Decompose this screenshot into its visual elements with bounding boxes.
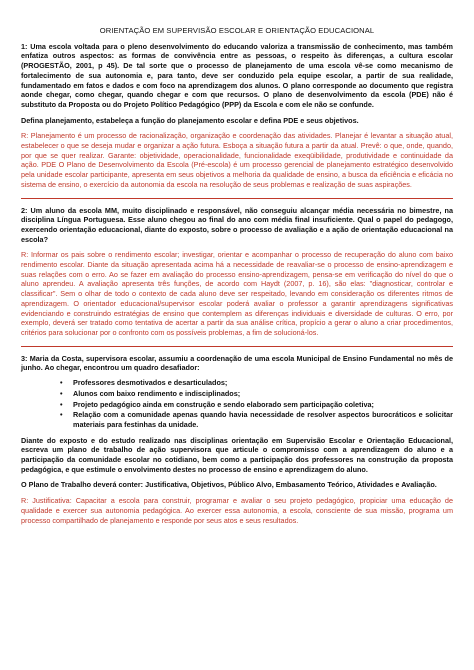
list-item: [60, 378, 453, 388]
answer-2: R: Informar os pais sobre o rendimento escolar; investigar, orientar e acompanhar o processo de recuperação do aluno com baixo rendimento escolar. Diante da situação apresentada acima há a necessidade de reavaliar-se o processo de ensino-aprendizagem e suas relações com o erro. Ao se fazer em avaliação do processo ensino-aprendizagem, pensa-se em verificação do nível do que o aluno aprendeu. A avaliação apresenta três funções, de acordo com Haydt (2007, p. 16), são elas: "diagnosticar, controlar e classificar". Sem o olhar de todo o contexto de cada aluno deve ser respeitado, levando em consideração os diferentes ritmos de aprendizagem. O orientador educacional/supervisor escolar poderá avaliar o professor a garantir aprendizagens significativas evidenciando e construindo estratégias de ensino que contemplem as diferenças individuais e diversidade de culturas. O erro, por exemplo, deverá ser tratado como tentativa de acertar a partir da sua análise crítica, propício a gerar o aluno a criar procedimentos, critérios para solucionar por o confronto com os possíveis problemas, a fim de solucioná-los.: [21, 250, 453, 337]
bullet-dot-icon: •: [60, 410, 63, 420]
question-1-prompt: Defina planejamento, estabeleça a função do planejamento escolar e defina PDE e seus objetivos.: [21, 115, 359, 125]
question-1-intro: 1: Uma escola voltada para o pleno desenvolvimento do educando valoriza a transmissão de conhecimento, mas também enfatiza outros aspectos: as formas de convivência entre as pessoas, o respeito às diferenças, a cultura escolar (PROGESTÃO, 2001, p 45). De tal sorte que o processo de planejamento de uma escola vê-se como mecanismo de fortalecimento de sua autonomia e, para tanto, deve ser conduzido pela equipe escolar, a partir de sua realidade, fundamentado em fatos e dados e com foco na aprendizagem dos alunos. O plano corresponde ao documento que registra aonde chegar, como chegar, quando chegar e com que recursos. O plano de desenvolvimento da escola (PDE) não é substituto da Proposta ou do Projeto Político Pedagógico (PPP) da Escola e com ele não se confunde.: [21, 41, 453, 109]
document-title: ORIENTAÇÃO EM SUPERVISÃO ESCOLAR E ORIENTAÇÃO EDUCACIONAL: [99, 26, 375, 35]
section-divider-1: [21, 198, 453, 199]
challenge-list: [21, 378, 453, 430]
list-item-text: Alunos com baixo rendimento e indisciplinados;: [73, 388, 241, 398]
question-3-intro: 3: Maria da Costa, supervisora escolar, assumiu a coordenação de uma escola Municipal de Ensino Fundamental no mês de junho. Ao chegar, encontrou um quadro desafiador:: [21, 353, 453, 373]
answer-3: R: Justificativa: Capacitar a escola para construir, programar e avaliar o seu projeto pedagógico, propiciar uma educação de qualidade e exercer sua autonomia pedagógica. Ao exercer essa autonomia, a escola, consciente de sua missão, programa um processo compartilhado de planejamento e responde por seus atos e seus resultados.: [21, 496, 453, 525]
question-3-context: Diante do exposto e do estudo realizado nas disciplinas orientação em Supervisão Escolar e Orientação Educacional, escreva um plano de trabalho de ação supervisora que articule o compromisso com a aprendizagem do aluno e a participação da comunidade escolar no cotidiano, bem como a participação dos professores na construção da proposta pedagógica, e que estimule o envolvimento destes no processo de ensino e aprendizagem do aluno.: [21, 435, 453, 474]
bullet-dot-icon: •: [60, 388, 63, 398]
list-item-text: Projeto pedagógico ainda em construção e sendo elaborado sem participação coletiva;: [73, 399, 374, 409]
answer-1: R: Planejamento é um processo de racionalização, organização e coordenação das atividades. Planejar é levantar a situação atual, estabelecer o que se deseja mudar e organizar a ação futura. Esboça a situação futura a partir da atual. Prevê: o que, onde, quando, por que se quer realizar. Garante: objetividade, operacionalidade, funcionalidade exeqüibilidade, produtividade e continuidade da ação. PDE O Plano de Desenvolvimento da Escola (Pré-escola) é um processo gerencial de planejamento estratégico desenvolvido pela unidade escolar participante, apresenta em seus objetivos a melhoria da qualidade de ensino, a busca da eficiência e eficácia no sistema de ensino, o exercício da autonomia da escola na resolução de seus problemas e realização de suas aspirações.: [21, 131, 453, 189]
list-item: [60, 388, 453, 399]
list-item: [60, 399, 453, 410]
question-3-plan-request: O Plano de Trabalho deverá conter: Justificativa, Objetivos, Público Alvo, Embasamento Teórico, Atividades e Avaliação.: [21, 480, 437, 490]
bullet-dot-icon: •: [60, 378, 63, 388]
list-item-text: Professores desmotivados e desarticulados;: [73, 378, 228, 388]
list-item-text: Relação com a comunidade apenas quando havia necessidade de resolver aspectos burocráticos e solicitar materiais para festinhas da unidade.: [73, 410, 453, 429]
section-divider-2: [21, 346, 453, 347]
question-2-prompt: 2: Um aluno da escola MM, muito disciplinado e responsável, não conseguiu alcançar média necessária no bimestre, na disciplina Língua Portuguesa. Esse aluno chegou ao final do ano com média final insuficiente. Qual o papel do pedagogo, exercendo orientação educacional, diante do exposto, sobre o processo de avaliação e a ação de orientação educacional na escola?: [21, 205, 453, 244]
list-item: [60, 410, 453, 429]
bullet-dot-icon: •: [60, 399, 63, 409]
